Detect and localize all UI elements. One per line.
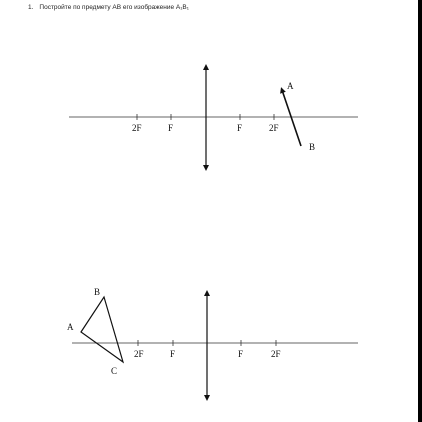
label-2f-right-1: 2F [269,123,279,133]
label-f-left-2: F [170,349,176,359]
label-f-left-1: F [168,123,174,133]
page-edge-border [418,0,422,422]
label-2f-left-1: 2F [132,123,142,133]
diagram-2 [67,287,358,398]
label-point-b-1: B [309,142,316,152]
label-point-a-2: A [67,322,74,332]
label-point-b-2: B [94,287,101,297]
label-2f-right-2: 2F [271,349,281,359]
label-2f-left-2: 2F [134,349,144,359]
diagram-1 [69,67,358,168]
task-text: Постройте по предмету АВ его изображение А₁В₁ [39,4,189,11]
label-point-a-1: A [287,81,294,91]
task-number: 1. [28,4,34,11]
label-f-right-1: F [237,123,243,133]
object-ab [282,90,301,146]
label-f-right-2: F [238,349,244,359]
label-point-c-2: C [111,366,118,376]
object-triangle-abc [81,297,123,362]
